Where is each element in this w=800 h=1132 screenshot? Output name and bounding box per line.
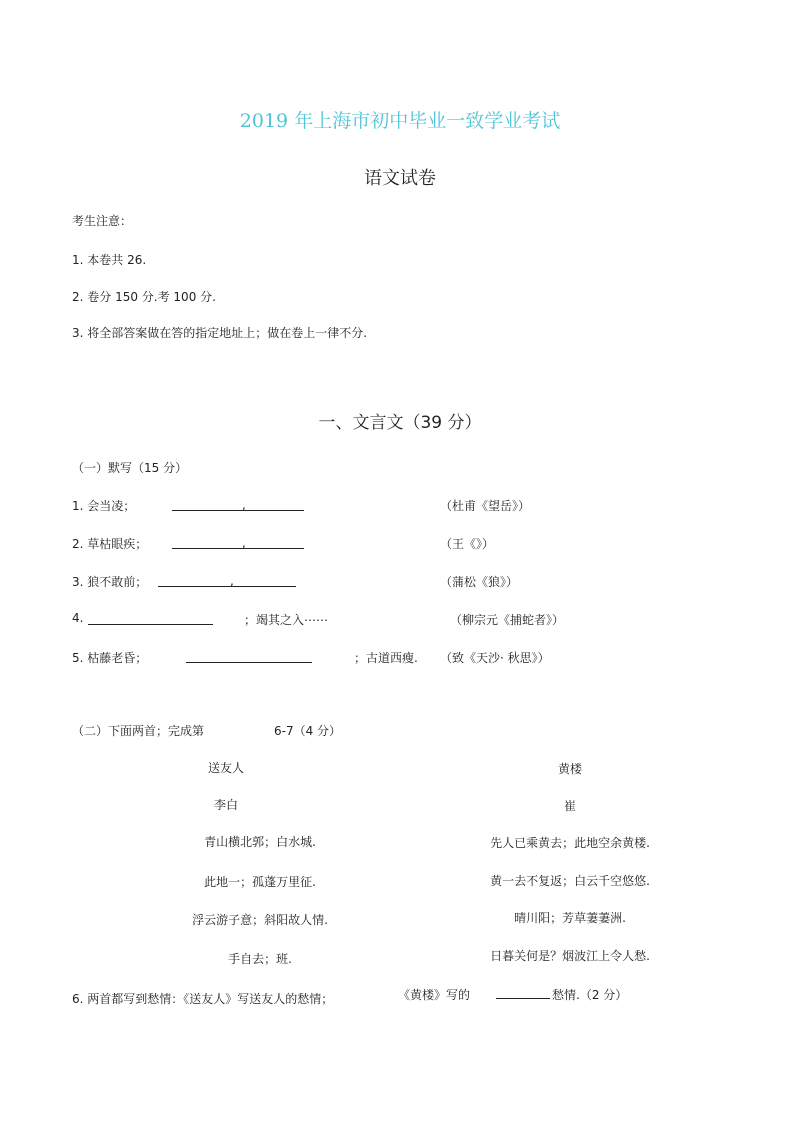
notice-heading: 考生注意： bbox=[72, 214, 133, 228]
notice-item-1: 1. 本卷共 26. bbox=[72, 253, 147, 267]
q5-source: （致《天沙· 秋思》） bbox=[440, 651, 550, 665]
q3-comma: , bbox=[230, 574, 234, 588]
part1-heading: （一）默写（15 分） bbox=[72, 461, 188, 475]
q1-source: （杜甫《望岳》） bbox=[440, 499, 531, 513]
paper-subtitle: 语文试卷 bbox=[364, 168, 436, 189]
q5-answer-blank[interactable] bbox=[186, 661, 312, 663]
q1-prompt: 1. 会当凌； bbox=[72, 499, 136, 513]
q1-answer-blank[interactable] bbox=[172, 509, 304, 511]
poem-left-title: 送友人 bbox=[207, 761, 244, 775]
poem-right-line-3: 晴川阳；芳草萋萋洲. bbox=[514, 911, 626, 925]
poem-right-line-1: 先人已乘黄去；此地空余黄楼. bbox=[490, 836, 650, 850]
q3-source: （蒲松《狼》） bbox=[440, 575, 519, 589]
poem-left-line-4: 手自去；班. bbox=[228, 952, 292, 966]
q2-comma: , bbox=[242, 536, 246, 550]
q4-after: ；竭其之入⋯⋯ bbox=[244, 613, 329, 627]
poem-left-line-3: 浮云游子意；斜阳故人情. bbox=[192, 913, 328, 927]
poem-right-line-4: 日暮关何是？烟波江上令人愁. bbox=[490, 949, 650, 963]
poem-right-author: 崔 bbox=[563, 799, 576, 813]
q6-text-end: 愁情.（2 分） bbox=[552, 988, 628, 1002]
part2-heading: （二）下面两首；完成第 bbox=[72, 724, 205, 738]
q4-answer-blank[interactable] bbox=[88, 623, 213, 625]
q5-after: ；古道西瘦. bbox=[354, 651, 418, 665]
part2-heading-range: 6-7（4 分） bbox=[274, 724, 342, 738]
q2-answer-blank[interactable] bbox=[172, 547, 304, 549]
poem-right-line-2: 黄一去不复返；白云千空悠悠. bbox=[490, 874, 650, 888]
q2-prompt: 2. 草枯眼疾； bbox=[72, 537, 148, 551]
q3-prompt: 3. 狼不敢前； bbox=[72, 575, 148, 589]
q6-text: 6. 两首都写到愁情：《送友人》写送友人的愁情； bbox=[72, 992, 334, 1006]
poem-left-line-2: 此地一；孤蓬万里征. bbox=[204, 875, 316, 889]
q5-prompt: 5. 枯藤老昏； bbox=[72, 651, 148, 665]
q6-answer-blank[interactable] bbox=[496, 997, 550, 999]
poem-left-line-1: 青山横北郭；白水城. bbox=[204, 835, 316, 849]
q6-text-mid: 《黄楼》写的 bbox=[398, 988, 471, 1002]
q4-source: （柳宗元《捕蛇者》） bbox=[450, 613, 565, 627]
poem-right-title: 黄楼 bbox=[557, 762, 582, 776]
notice-item-2: 2. 卷分 150 分.考 100 分. bbox=[72, 290, 216, 304]
section-title: 一、文言文（39 分） bbox=[318, 413, 482, 433]
q4-prompt: 4. bbox=[72, 611, 84, 625]
exam-title: 2019 年上海市初中毕业一致学业考试 bbox=[239, 110, 561, 132]
poem-left-author: 李白 bbox=[213, 798, 238, 812]
notice-item-3: 3. 将全部答案做在答的指定地址上；做在卷上一律不分. bbox=[72, 326, 368, 340]
q1-comma: , bbox=[242, 498, 246, 512]
q2-source: （王《》） bbox=[440, 537, 495, 551]
q3-answer-blank[interactable] bbox=[158, 585, 296, 587]
